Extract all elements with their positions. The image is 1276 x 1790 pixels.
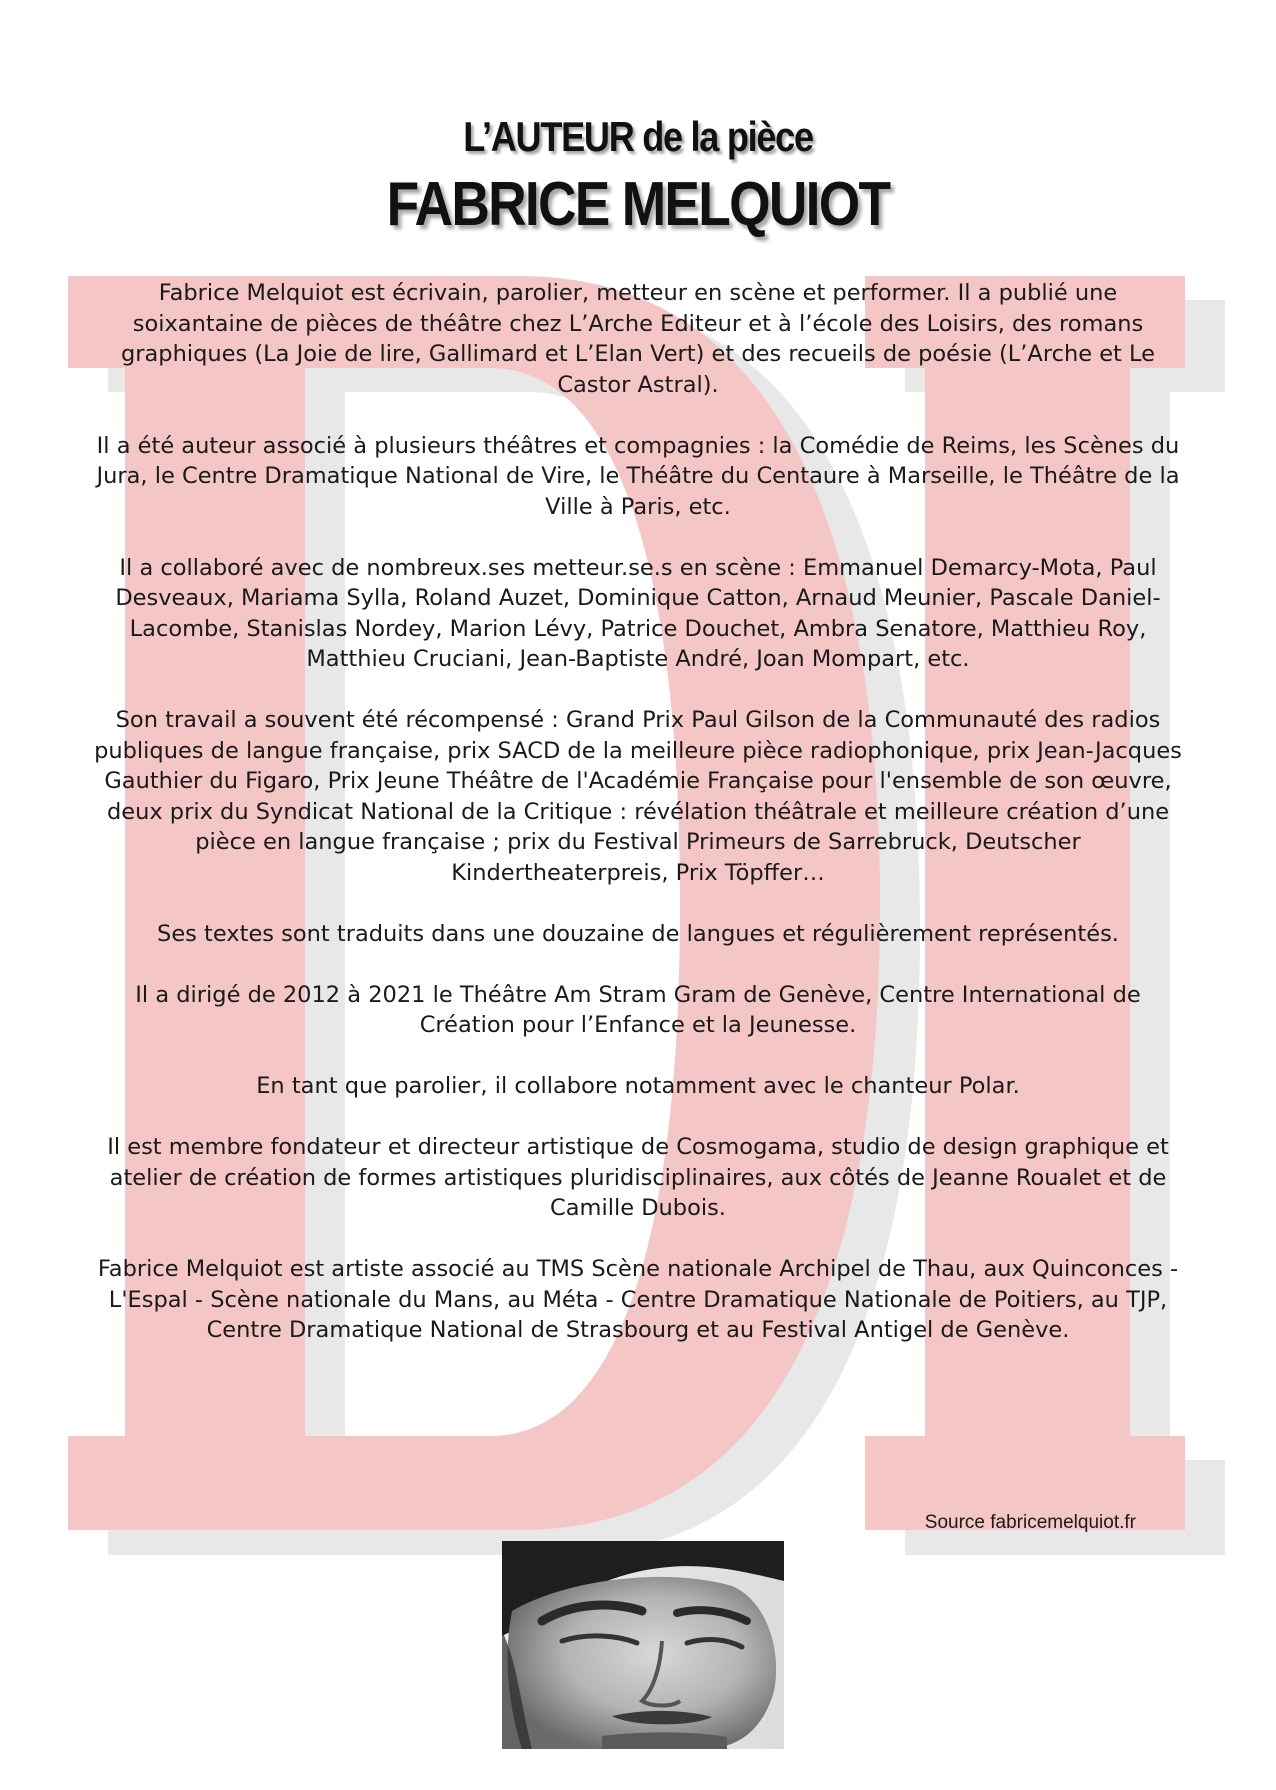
paragraph: Il a collaboré avec de nombreux.ses metteur.se.s en scène : Emmanuel Demarcy-Mota, Paul Desveaux, Mariama Sylla, Roland Auzet, Dominique Catton, Arnaud Meunier, Pascale Daniel-Lacombe, Stanislas Nordey, Marion Lévy, Patrice Douchet, Ambra Senatore, Matthieu Roy, Matthieu Cruciani, Jean-Baptiste André, Joan Mompart, etc. <box>115 554 1161 672</box>
paragraph: Il est membre fondateur et directeur artistique de Cosmogama, studio de design graphique et atelier de création de formes artistiques pluridisciplinaires, aux côtés de Jeanne Roualet et de Camille Dubois. <box>107 1134 1169 1221</box>
author-portrait-photo <box>502 1541 784 1749</box>
page-kicker: L’AUTEUR de la pièce <box>463 113 813 160</box>
paragraph: Fabrice Melquiot est artiste associé au TMS Scène nationale Archipel de Thau, aux Quinconces - L'Espal - Scène nationale du Mans, au Méta - Centre Dramatique Nationale de Poitiers, au TJP, Centre Dramatique National de Strasbourg et au Festival Antigel de Genève. <box>97 1256 1179 1343</box>
paragraph: Ses textes sont traduits dans une douzaine de langues et régulièrement représentés. <box>157 920 1119 947</box>
paragraph: Fabrice Melquiot est écrivain, parolier, metteur en scène et performer. Il a publié une soixantaine de pièces de théâtre chez L’Arche Editeur et à l’école des Loisirs, des romans graphiques (La Joie de lire, Gallimard et L’Elan Vert) et des recueils de poésie (L’Arche et Le Castor Astral). <box>120 280 1156 398</box>
page-title: FABRICE MELQUIOT <box>386 170 890 239</box>
source-credit: Source fabricemelquiot.fr <box>924 1512 1136 1533</box>
paragraph: Son travail a souvent été récompensé : Grand Prix Paul Gilson de la Communauté des radios publiques de langue française, prix SACD de la meilleure pièce radiophonique, prix Jean-Jacques Gauthier du Figaro, Prix Jeune Théâtre de l'Académie Française pour l'ensemble de son œuvre, deux prix du Syndicat National de la Critique : révélation théâtrale et meilleure création d’une pièce en langue française ; prix du Festival Primeurs de Sarrebruck, Deutscher Kindertheaterpreis, Prix Töpffer… <box>94 707 1182 886</box>
paragraph: En tant que parolier, il collabore notamment avec le chanteur Polar. <box>256 1073 1020 1099</box>
paragraph: Il a dirigé de 2012 à 2021 le Théâtre Am Stram Gram de Genève, Centre International de Création pour l’Enfance et la Jeunesse. <box>135 981 1141 1038</box>
paragraph: Il a été auteur associé à plusieurs théâtres et compagnies : la Comédie de Reims, les Scènes du Jura, le Centre Dramatique National de Vire, le Théâtre du Centaure à Marseille, le Théâtre de la Ville à Paris, etc. <box>96 432 1180 520</box>
biography-text <box>92 278 1184 1376</box>
